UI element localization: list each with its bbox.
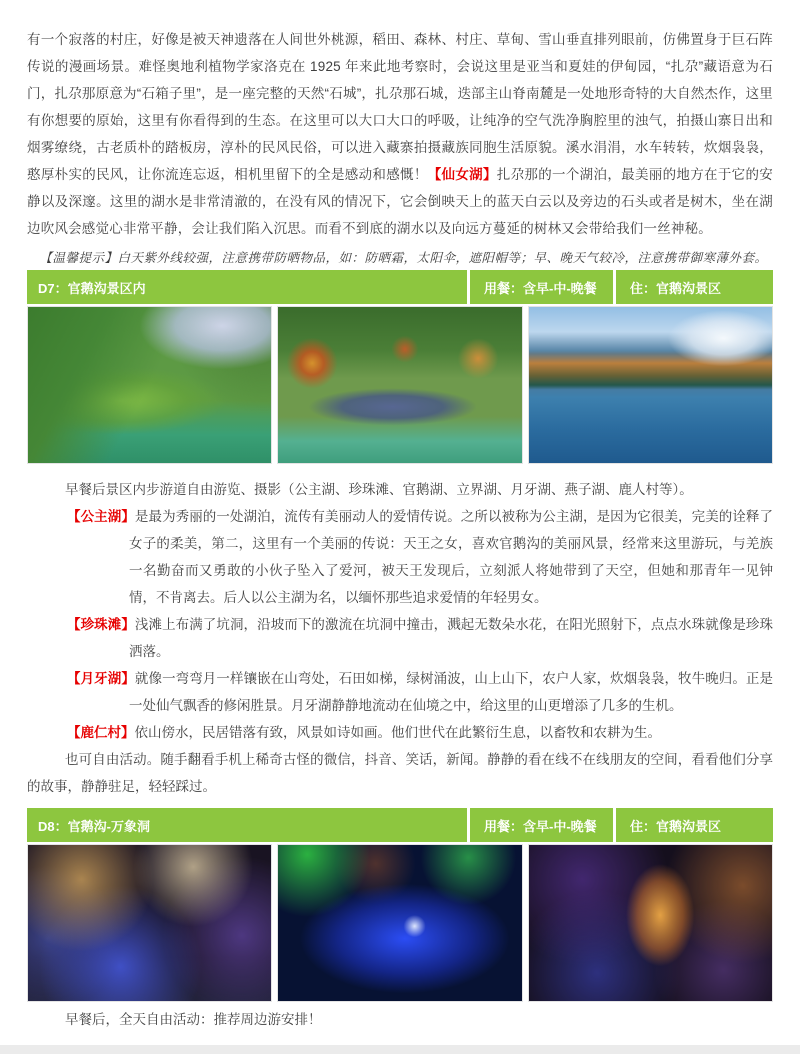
intro-text-part1: 有一个寂落的村庄，好像是被天神遗落在人间世外桃源，稻田、森林、村庄、草甸、雪山垂直排列眼前，仿佛置身于巨石阵传说的漫画场景。难怪奥地利植物学家洛克在 1925 年来此地考察时，会说这里是亚当和夏娃的伊甸园，“扎尕”藏语意为石门，扎尕那原意为“石箱子里”，是一座完整的天然“石城”，扎尕那石城，迭部主山脊南麓是一处地形奇特的大自然杰作，这里有你想要的原始，这里有你看得到的生态。在这里可以大口大口的呼吸，让纯净的空气洗净胸腔里的浊气，拍摄山寨日出和烟雾缭绕，古老质朴的踏板房，淳朴的民风民俗，可以进入藏寨拍摄藏族同胞生活原貌。溪水涓涓，水车转转，炊烟袅袅，憨厚朴实的民风，让你流连忘返，相机里留下的全是感动和感慨！	[27, 32, 773, 182]
green-valley-lake-photo	[27, 306, 272, 464]
spot-crescent-lake	[67, 665, 773, 719]
day8-photo-strip	[27, 844, 773, 1002]
day7-free-activity-text: 也可自由活动。随手翻看手机上稀奇古怪的微信，抖音、笑话，新闻。静静的看在线不在线朋友的空间，看看他们分享的故事，静静驻足，轻轻踩过。	[27, 752, 773, 794]
cave-blue-water-green-lights-photo	[277, 844, 522, 1002]
warm-tip: 【温馨提示】白天紫外线较强，注意携带防晒物品，如：防晒霜，太阳伞，遮阳帽等；早、晚天气较冷，注意携带御寒薄外套。	[39, 251, 768, 265]
day7-stay-label: 住：官鹅沟景区	[613, 270, 773, 304]
page-content	[27, 0, 773, 1032]
day7-header-bar	[27, 270, 773, 304]
spot-luren-village	[67, 719, 773, 746]
day8-header-bar	[27, 808, 773, 842]
page-bottom-edge	[0, 1045, 800, 1054]
spot-pearl-shoal-label: 【珍珠滩】	[67, 617, 135, 632]
spot-luren-village-text: 依山傍水，民居错落有致，风景如诗如画。他们世代在此繁衍生息，以畜牧和农耕为生。	[134, 725, 661, 740]
day8-title: D8：官鹅沟-万象洞	[38, 818, 150, 834]
spot-pearl-shoal-text: 浅滩上布满了坑洞，沿坡而下的激流在坑洞中撞击，溅起无数朵水花，在阳光照射下，点点水珠就像是珍珠洒落。	[129, 617, 774, 659]
spot-crescent-lake-label: 【月牙湖】	[67, 671, 135, 686]
day8-meals-label: 用餐：含早-中-晚餐	[467, 808, 613, 842]
spot-princess-lake-text: 是最为秀丽的一处湖泊，流传有美丽动人的爱情传说。之所以被称为公主湖，是因为它很美，完美的诠释了女子的柔美，第二，这里有一个美丽的传说：天王之女，喜欢官鹅沟的美丽风景，经常来这里游玩，与羌族一名勤奋而又勇敢的小伙子坠入了爱河，被天王发现后，立刻派人将她带到了天空，但她和那青年一见钟情，不肯离去。后人以公主湖为名，以缅怀那些追求爱情的年轻男女。	[129, 509, 774, 605]
day7-meals-label: 用餐：含早-中-晚餐	[467, 270, 613, 304]
cave-orange-stalactite-column-photo	[528, 844, 773, 1002]
day8-stay-label: 住：官鹅沟景区	[613, 808, 773, 842]
autumn-snow-mountain-lake-photo	[528, 306, 773, 464]
intro-text-part2: 扎尕那的一个湖泊，最美丽的地方在于它的安静以及深邃。这里的湖水是非常清澈的，在没有风的情况下，它会倒映天上的蓝天白云以及旁边的石头或者是树木，坐在湖边吹风会感觉心非常平静，会让我们陷入沉思。而看不到底的湖水以及向远方蔓延的树林又会带给我们一丝神秘。	[27, 167, 773, 236]
day7-intro-line: 早餐后景区内步游道自由游览、摄影（公主湖、珍珠滩、官鹅湖、立界湖、月牙湖、燕子湖、鹿人村等）。	[65, 482, 693, 497]
day8-intro-line: 早餐后，全天自由活动：推荐周边游安排！	[65, 1012, 322, 1027]
spot-crescent-lake-text: 就像一弯弯月一样镶嵌在山弯处，石田如梯，绿树涌波，山上山下，农户人家，炊烟袅袅，牧牛晚归。正是一处仙气飘香的修闲胜景。月牙湖静静地流动在仙境之中，给这里的山更增添了几多的生机。	[129, 671, 774, 713]
day7-spot-list	[27, 503, 773, 800]
day7-title: D7：官鹅沟景区内	[38, 280, 146, 296]
spot-princess-lake-label: 【公主湖】	[67, 509, 135, 524]
day7-photo-strip	[27, 306, 773, 464]
cave-walkway-blue-lights-photo	[27, 844, 272, 1002]
spot-pearl-shoal	[67, 611, 773, 665]
spot-princess-lake	[67, 503, 773, 611]
intro-paragraph	[27, 0, 773, 242]
spot-luren-village-label: 【鹿仁村】	[67, 725, 135, 740]
village-pavilion-lake-photo	[277, 306, 522, 464]
fairy-lake-highlight: 【仙女湖】	[427, 167, 497, 182]
